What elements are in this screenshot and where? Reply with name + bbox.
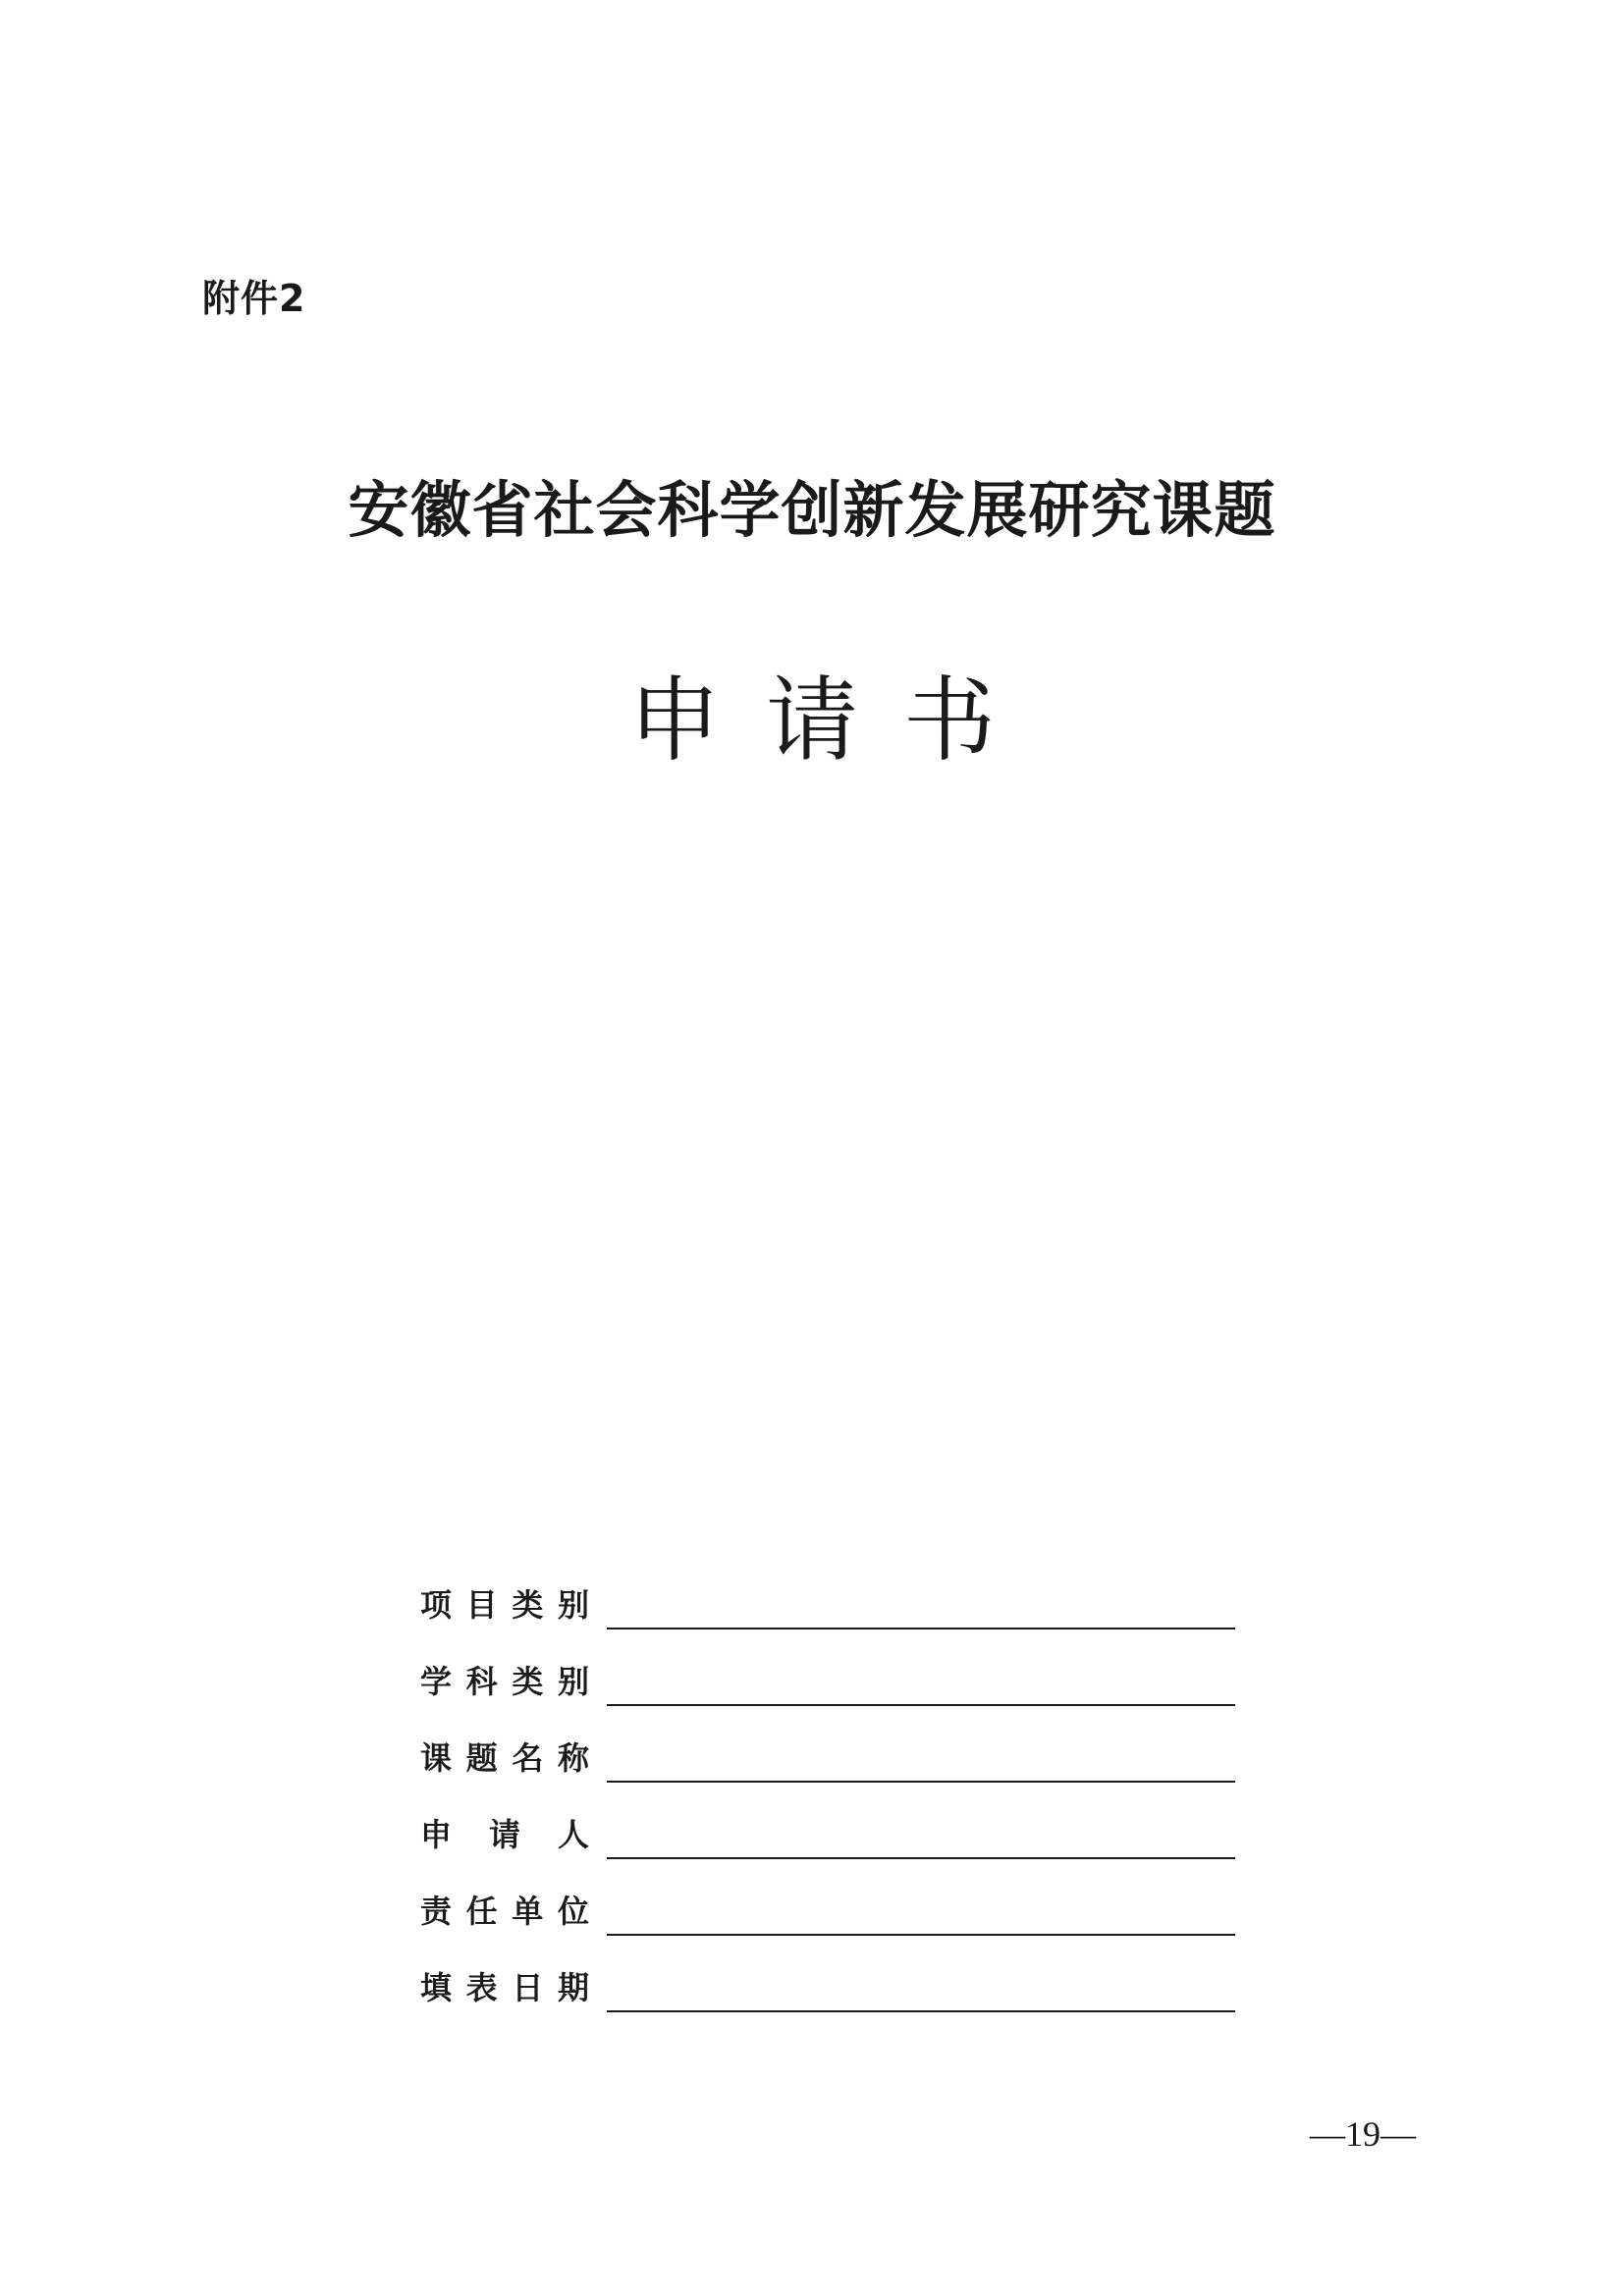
responsible-unit-field[interactable]	[607, 1893, 1235, 1936]
field-label-char: 类	[512, 1663, 544, 1700]
field-row-project-category	[420, 1553, 1245, 1629]
field-label-char: 责	[420, 1893, 453, 1930]
field-row-project-title	[420, 1706, 1245, 1783]
field-label	[420, 1582, 589, 1629]
field-label-char: 申	[420, 1816, 453, 1853]
field-label	[420, 1735, 589, 1783]
fill-date-field[interactable]	[607, 1969, 1235, 2012]
field-label-char: 日	[512, 1969, 544, 2006]
field-label-char: 名	[512, 1739, 544, 1777]
field-label	[420, 1889, 589, 1936]
field-label-char: 学	[420, 1663, 453, 1700]
field-label-char: 类	[512, 1586, 544, 1624]
field-label-char: 科	[465, 1663, 498, 1700]
attachment-label: 附件2	[202, 277, 306, 320]
field-label-char: 任	[465, 1893, 498, 1930]
field-label-char: 课	[420, 1739, 453, 1777]
field-label-char: 目	[465, 1586, 498, 1624]
field-label-char: 请	[488, 1816, 520, 1853]
page-number: —19—	[1310, 2114, 1416, 2154]
field-label	[420, 1965, 589, 2012]
field-label-char: 表	[465, 1969, 498, 2006]
field-row-applicant	[420, 1783, 1245, 1859]
field-row-responsible-unit	[420, 1859, 1245, 1936]
field-label-char: 人	[557, 1816, 589, 1853]
field-label-char: 位	[557, 1893, 589, 1930]
cover-form	[420, 1553, 1245, 2012]
field-label-char: 别	[557, 1663, 589, 1700]
field-row-discipline-category	[420, 1629, 1245, 1706]
project-title-field[interactable]	[607, 1739, 1235, 1783]
document-subtitle: 申请书	[627, 667, 1041, 774]
field-label-char: 称	[557, 1739, 589, 1777]
field-label-char: 题	[465, 1739, 498, 1777]
field-row-fill-date	[420, 1936, 1245, 2012]
applicant-field[interactable]	[607, 1816, 1235, 1859]
document-title: 安徽省社会科学创新发展研究课题	[348, 474, 1276, 546]
discipline-category-field[interactable]	[607, 1663, 1235, 1706]
field-label-char: 别	[557, 1586, 589, 1624]
project-category-field[interactable]	[607, 1586, 1235, 1629]
field-label	[420, 1659, 589, 1706]
field-label-char: 填	[420, 1969, 453, 2006]
field-label	[420, 1812, 589, 1859]
field-label-char: 单	[512, 1893, 544, 1930]
field-label-char: 项	[420, 1586, 453, 1624]
field-label-char: 期	[557, 1969, 589, 2006]
